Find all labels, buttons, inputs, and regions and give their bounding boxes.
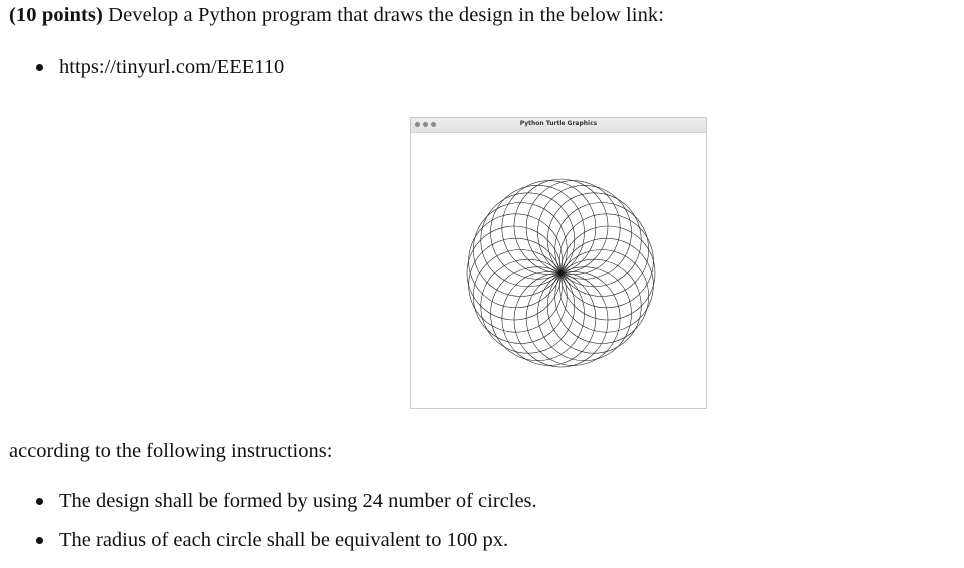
instructions-intro: according to the following instructions: xyxy=(9,440,333,462)
question-line xyxy=(9,4,664,27)
instruction-text: The design shall be formed by using 24 number of circles. xyxy=(59,490,537,512)
instruction-item xyxy=(36,490,537,513)
turtle-graphics-window xyxy=(410,117,707,409)
circle-design xyxy=(411,133,706,408)
turtle-center-dot xyxy=(558,270,564,276)
bullet-icon xyxy=(36,64,43,71)
turtle-canvas xyxy=(411,133,706,408)
window-title: Python Turtle Graphics xyxy=(519,120,598,127)
instruction-text: The radius of each circle shall be equivalent to 100 px. xyxy=(59,529,509,551)
window-titlebar xyxy=(411,118,706,133)
bullet-icon xyxy=(36,498,43,505)
question-text: Develop a Python program that draws the design in the below link: xyxy=(108,4,665,26)
link-bullet xyxy=(36,56,284,79)
bullet-icon xyxy=(36,537,43,544)
question-points: (10 points) xyxy=(9,4,103,26)
design-link[interactable]: https://tinyurl.com/EEE110 xyxy=(59,56,285,78)
instruction-item xyxy=(36,529,508,552)
